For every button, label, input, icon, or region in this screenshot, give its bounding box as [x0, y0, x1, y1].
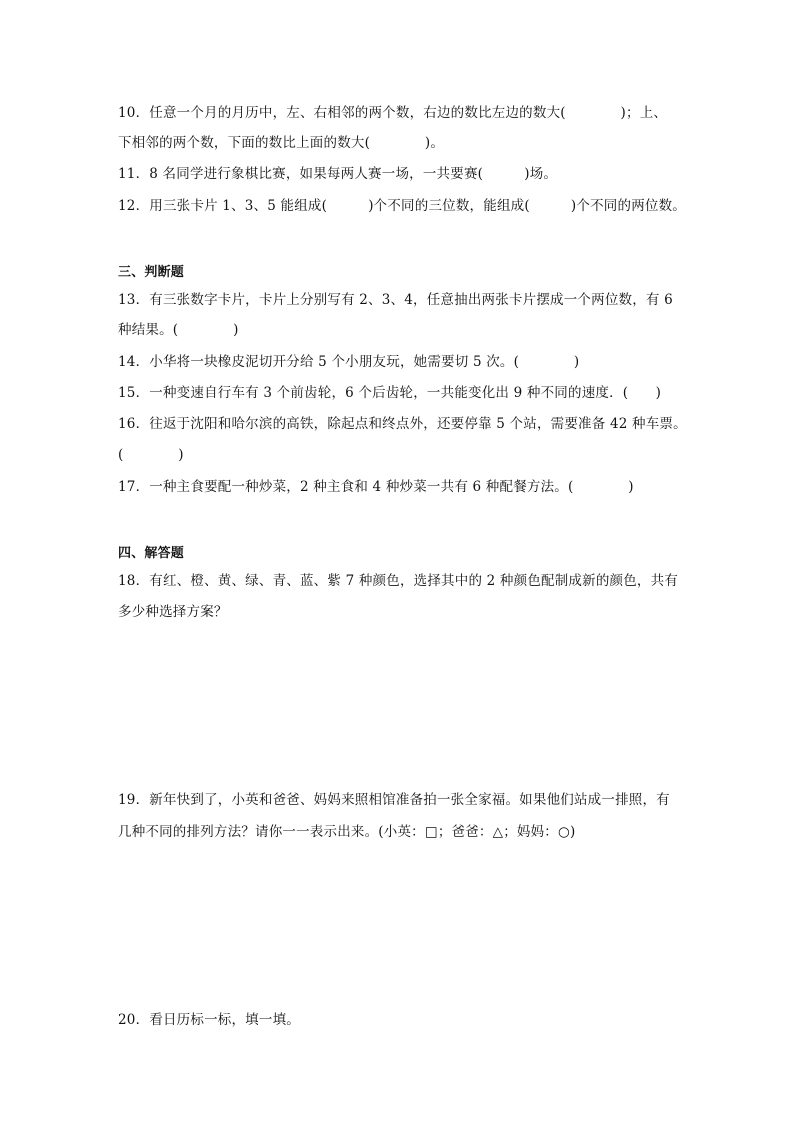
- question-14: 14．小华将一块橡皮泥切开分给 5 个小朋友玩，她需要切 5 次。( ): [118, 354, 580, 370]
- question-19-line-2: 几种不同的排列方法？请你一一表示出来。(小英：□；爸爸：△；妈妈：○): [118, 824, 576, 840]
- section-heading-judge: 三、判断题: [118, 265, 185, 280]
- question-11: 11．8 名同学进行象棋比赛，如果每两人赛一场，一共要赛( )场。: [118, 166, 558, 182]
- question-16-line-2: ( ): [118, 447, 184, 463]
- question-15: 15．一种变速自行车有 3 个前齿轮，6 个后齿轮，一共能变化出 9 种不同的速度．( ): [118, 385, 662, 401]
- question-16-line-1: 16．往返于沈阳和哈尔滨的高铁，除起点和终点外，还要停靠 5 个站，需要准备 42 种车票。: [118, 416, 687, 432]
- question-10-line-1: 10．任意一个月的月历中，左、右相邻的两个数，右边的数比左边的数大( )；上、: [118, 105, 668, 121]
- question-13-line-1: 13．有三张数字卡片，卡片上分别写有 2、3、4，任意抽出两张卡片摆成一个两位数，有 6: [118, 292, 673, 308]
- question-18-line-2: 多少种选择方案？: [118, 604, 228, 620]
- question-18-line-1: 18．有红、橙、黄、绿、青、蓝、紫 7 种颜色，选择其中的 2 种颜色配制成新的颜色，共有: [118, 573, 679, 589]
- question-17: 17．一种主食要配一种炒菜，2 种主食和 4 种炒菜一共有 6 种配餐方法。( ): [118, 479, 634, 495]
- question-10-line-2: 下相邻的两个数，下面的数比上面的数大( )。: [118, 135, 445, 151]
- section-heading-solve: 四、解答题: [118, 546, 185, 561]
- question-19-line-1: 19．新年快到了，小英和爸爸、妈妈来照相馆准备拍一张全家福。如果他们站成一排照，有: [118, 792, 670, 808]
- question-12: 12．用三张卡片 1、3、5 能组成( )个不同的三位数，能组成( )个不同的两位数。: [118, 198, 686, 214]
- question-20: 20．看日历标一标，填一填。: [118, 1012, 300, 1028]
- question-13-line-2: 种结果。( ): [118, 322, 239, 338]
